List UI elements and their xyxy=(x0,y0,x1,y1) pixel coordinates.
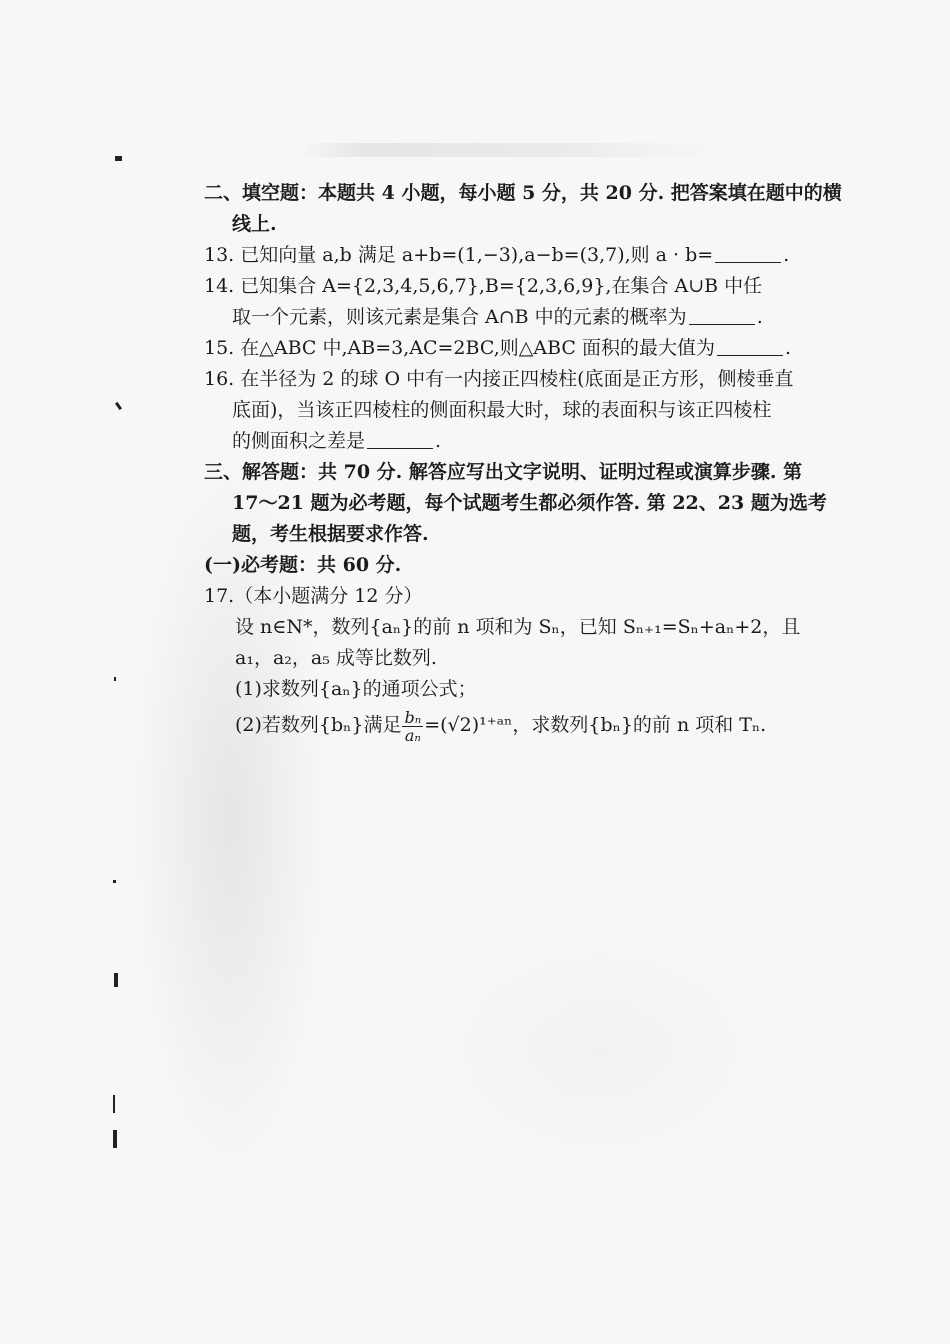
margin-mark xyxy=(115,402,122,410)
exam-content xyxy=(204,178,842,745)
question-16-end: . xyxy=(435,430,442,452)
question-17-part1: (1)求数列{aₙ}的通项公式； xyxy=(235,678,477,700)
question-16-text: 的侧面积之差是 xyxy=(232,430,366,452)
question-14-text: 取一个元素，则该元素是集合 A∩B 中的元素的概率为 xyxy=(232,306,687,328)
section3-heading: 三、解答题：共 70 分. 解答应写出文字说明、证明过程或演算步骤. 第 xyxy=(204,461,803,483)
answer-blank xyxy=(689,306,755,325)
question-16-line1: 16. 在半径为 2 的球 O 中有一内接正四棱柱(底面是正方形，侧棱垂直 xyxy=(204,368,794,390)
section2-heading-cont: 线上. xyxy=(232,213,277,235)
section3-heading-cont2: 题，考生根据要求作答. xyxy=(232,523,429,545)
question-14-line2 xyxy=(204,302,834,333)
margin-mark xyxy=(113,1095,115,1113)
question-16-line3 xyxy=(204,426,834,457)
section3-heading-cont1: 17～21 题为必考题，每个试题考生都必须作答. 第 22、23 题为选考 xyxy=(232,492,827,514)
question-14-line1: 14. 已知集合 A={2,3,4,5,6,7},B={2,3,6,9},在集合 A∪B 中任 xyxy=(204,275,763,297)
margin-mark xyxy=(113,1130,117,1148)
margin-mark xyxy=(115,156,122,161)
required-heading: (一)必考题：共 60 分. xyxy=(204,554,402,576)
margin-mark xyxy=(114,677,116,681)
faded-header xyxy=(300,143,720,157)
fraction-numerator: bₙ xyxy=(404,707,422,727)
answer-blank xyxy=(715,244,781,263)
question-14-end: . xyxy=(756,306,763,328)
answer-blank xyxy=(367,430,433,449)
question-15-end: . xyxy=(784,337,792,359)
question-17-stem-line2: a₁，a₂，a₅ 成等比数列. xyxy=(235,647,437,669)
section2-heading: 二、填空题：本题共 4 小题，每小题 5 分，共 20 分. 把答案填在题中的横 xyxy=(204,182,842,204)
question-15 xyxy=(204,333,834,364)
answer-blank xyxy=(717,337,783,356)
question-17-part2 xyxy=(204,705,834,745)
question-15-text: 15. 在△ABC 中,AB=3,AC=2BC,则△ABC 面积的最大值为 xyxy=(204,337,715,359)
margin-mark xyxy=(114,973,118,987)
question-13-end: . xyxy=(783,244,790,266)
question-13-text: 13. 已知向量 a,b 满足 a+b=(1,−3),a−b=(3,7),则 a · b= xyxy=(204,244,714,266)
part2-prefix: (2)若数列{bₙ}满足 xyxy=(235,714,402,736)
question-13 xyxy=(204,240,834,271)
question-17-stem-line1: 设 n∈N*，数列{aₙ}的前 n 项和为 Sₙ，已知 Sₙ₊₁=Sₙ+aₙ+2，且 xyxy=(235,616,801,638)
fraction-denominator: aₙ xyxy=(404,725,421,745)
margin-mark xyxy=(113,880,116,883)
question-17-title: 17.（本小题满分 12 分） xyxy=(204,585,423,607)
part2-suffix: =(√2)¹⁺ᵃⁿ，求数列{bₙ}的前 n 项和 Tₙ. xyxy=(424,714,767,736)
fraction xyxy=(402,709,423,744)
question-16-line2: 底面)，当该正四棱柱的侧面积最大时，球的表面积与该正四棱柱 xyxy=(232,399,772,421)
